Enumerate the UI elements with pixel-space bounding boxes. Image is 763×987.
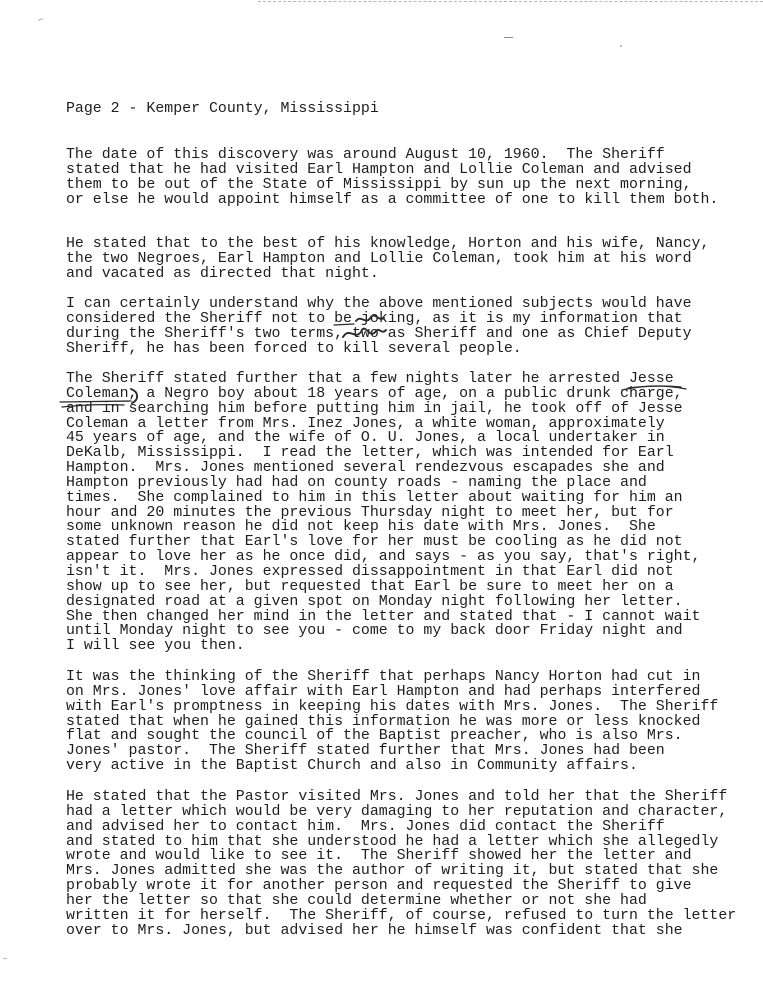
- text-line: stated that he had visited Earl Hampton and Lollie Coleman and advised: [66, 161, 692, 178]
- text-line: had a letter which would be very damaging to her reputation and character,: [66, 803, 728, 820]
- text-line: and vacated as directed that night.: [66, 265, 379, 282]
- text-line: with Earl's promptness in keeping his dates with Mrs. Jones. The Sheriff: [66, 698, 719, 715]
- text-line: It was the thinking of the Sheriff that perhaps Nancy Horton had cut in: [66, 669, 701, 685]
- page-header-text: Page 2 - Kemper County, Mississippi: [66, 101, 379, 117]
- text-line: The Sheriff stated further that a few nights later he arrested Jesse: [66, 371, 674, 387]
- text-line: very active in the Baptist Church and also in Community affairs.: [66, 758, 638, 775]
- text-line: I can certainly understand why the above mentioned subjects would have: [66, 296, 692, 312]
- page-header: [66, 102, 379, 117]
- text-line: She then changed her mind in the letter and stated that - I cannot wait: [66, 608, 701, 625]
- text-line: He stated that the Pastor visited Mrs. Jones and told her that the Sheriff: [66, 789, 728, 805]
- paragraph-2: [66, 237, 709, 282]
- text-line: He stated that to the best of his knowledge, Horton and his wife, Nancy,: [66, 236, 710, 252]
- text-line: during the Sheriff's two terms, two as Sheriff and one as Chief Deputy: [66, 325, 692, 342]
- text-line: wrote and would like to see it. The Sheriff showed her the letter and: [66, 848, 692, 865]
- text-line: The date of this discovery was around August 10, 1960. The Sheriff: [66, 147, 665, 163]
- text-line: show up to see her, but requested that Earl be sure to meet her on a: [66, 578, 674, 595]
- text-line: and stated to him that she understood he had a letter which she allegedly: [66, 833, 719, 850]
- text-line: stated that when he gained this information he was more or less knocked: [66, 713, 701, 730]
- text-line: Coleman, a Negro boy about 18 years of age, on a public drunk charge,: [66, 385, 683, 402]
- text-line: or else he would appoint himself as a committee of one to kill them both.: [66, 191, 719, 208]
- text-line: isn't it. Mrs. Jones expressed dissappointment in that Earl did not: [66, 563, 674, 580]
- text-line: stated further that Earl's love for her must be cooling as he did not: [66, 534, 683, 551]
- paragraph-6: [66, 790, 736, 938]
- text-line: and advised her to contact him. Mrs. Jones did contact the Sheriff: [66, 818, 665, 835]
- text-line: on Mrs. Jones' love affair with Earl Hampton and had perhaps interfered: [66, 683, 701, 700]
- scan-speck: [620, 45, 622, 47]
- text-line: Jones' pastor. The Sheriff stated further that Mrs. Jones had been: [66, 743, 665, 760]
- text-line: and in searching him before putting him in jail, he took off of Jesse: [66, 400, 683, 417]
- scan-edge-dashes: [258, 1, 763, 2]
- text-line: 45 years of age, and the wife of O. U. Jones, a local undertaker in: [66, 430, 665, 447]
- scan-speck: [504, 37, 513, 38]
- text-line: considered the Sheriff not to be joking, as it is my information that: [66, 310, 683, 327]
- text-line: appear to love her as he once did, and says - as you say, that's right,: [66, 549, 701, 566]
- paragraph-5: [66, 670, 718, 774]
- text-line: Mrs. Jones admitted she was the author of writing it, but stated that she: [66, 863, 719, 880]
- text-line: probably wrote it for another person and requested the Sheriff to give: [66, 878, 692, 895]
- scan-speck: [3, 958, 7, 959]
- text-line: them to be out of the State of Mississippi by sun up the next morning,: [66, 176, 692, 193]
- text-line: written it for herself. The Sheriff, of course, refused to turn the letter: [66, 907, 737, 924]
- scan-speck: [38, 18, 43, 21]
- text-line: over to Mrs. Jones, but advised her he himself was confident that she: [66, 922, 683, 939]
- text-line: Hampton previously had had on county roads - naming the place and: [66, 474, 647, 491]
- text-line: designated road at a given spot on Monday night following her letter.: [66, 593, 683, 610]
- text-line: the two Negroes, Earl Hampton and Lollie Coleman, took him at his word: [66, 250, 692, 267]
- text-line: until Monday night to see you - come to my back door Friday night and: [66, 623, 683, 640]
- text-line: times. She complained to him in this letter about waiting for him an: [66, 489, 683, 506]
- paragraph-4: [66, 372, 700, 654]
- text-line: Hampton. Mrs. Jones mentioned several rendezvous escapades she and: [66, 460, 665, 477]
- text-line: DeKalb, Mississippi. I read the letter, which was intended for Earl: [66, 445, 674, 462]
- paragraph-1: [66, 148, 718, 207]
- text-line: hour and 20 minutes the previous Thursday night to meet her, but for: [66, 504, 674, 521]
- text-line: her the letter so that she could determine whether or not she had: [66, 892, 647, 909]
- paragraph-3: [66, 297, 692, 356]
- text-line: Sheriff, he has been forced to kill several people.: [66, 340, 522, 357]
- text-line: some unknown reason he did not keep his date with Mrs. Jones. She: [66, 519, 656, 536]
- text-line: I will see you then.: [66, 638, 245, 655]
- text-line: Coleman a letter from Mrs. Inez Jones, a white woman, approximately: [66, 415, 665, 432]
- text-line: flat and sought the council of the Baptist preacher, who is also Mrs.: [66, 728, 683, 745]
